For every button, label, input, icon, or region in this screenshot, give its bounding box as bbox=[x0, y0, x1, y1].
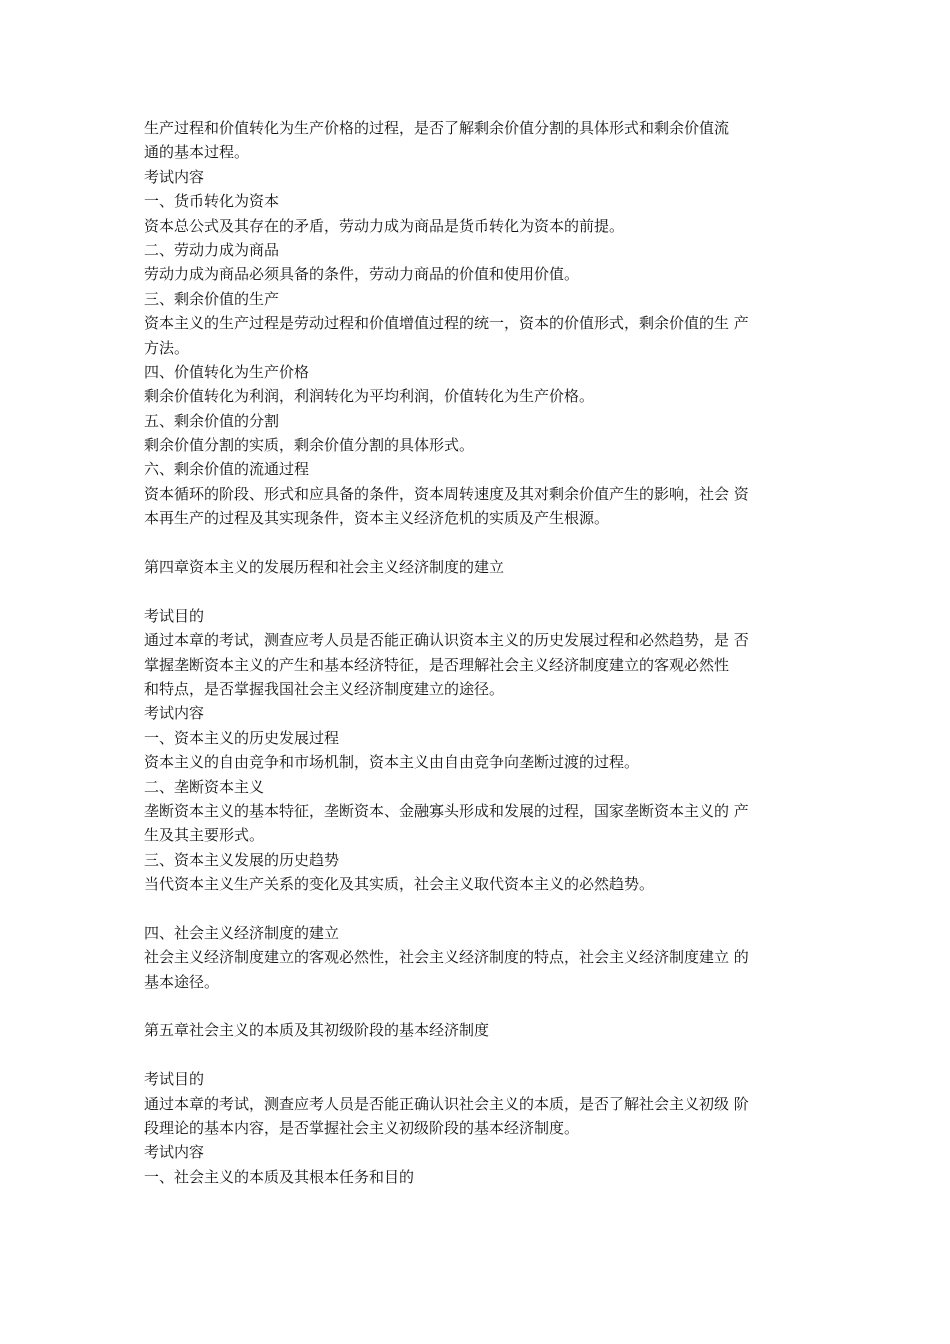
document-page bbox=[144, 116, 812, 1189]
section-heading: 一、货币转化为资本 bbox=[144, 192, 280, 211]
section-heading: 三、资本主义发展的历史趋势 bbox=[144, 850, 340, 869]
text-line: 本再生产的过程及其实现条件，资本主义经济危机的实质及产生根源。 bbox=[144, 509, 610, 528]
text-line: 通过本章的考试，测查应考人员是否能正确认识社会主义的本质，是否了解社会主义初级 阶 bbox=[144, 1094, 749, 1113]
text-line: 通过本章的考试，测查应考人员是否能正确认识资本主义的历史发展过程和必然趋势，是 否 bbox=[144, 631, 749, 650]
section-heading: 四、社会主义经济制度的建立 bbox=[144, 923, 340, 942]
text-line: 掌握垄断资本主义的产生和基本经济特征，是否理解社会主义经济制度建立的客观必然性 bbox=[144, 655, 730, 674]
section-heading: 二、劳动力成为商品 bbox=[144, 240, 280, 259]
text-line: 基本途径。 bbox=[144, 972, 220, 991]
text-line: 资本主义的自由竞争和市场机制，资本主义由自由竞争向垄断过渡的过程。 bbox=[144, 753, 640, 772]
text-line: 生产过程和价值转化为生产价格的过程，是否了解剩余价值分割的具体形式和剩余价值流 bbox=[144, 119, 730, 137]
text-line: 当代资本主义生产关系的变化及其实质，社会主义取代资本主义的必然趋势。 bbox=[144, 875, 655, 894]
section-heading: 二、垄断资本主义 bbox=[144, 777, 265, 796]
section-heading: 考试目的 bbox=[144, 606, 205, 625]
blank-line bbox=[144, 897, 812, 921]
text-line: 资本主义的生产过程是劳动过程和价值增值过程的统一，资本的价值形式，剩余价值的生 产 bbox=[144, 314, 749, 333]
chapter-title: 第五章社会主义的本质及其初级阶段的基本经济制度 bbox=[144, 1021, 490, 1040]
section-heading: 一、资本主义的历史发展过程 bbox=[144, 728, 340, 747]
text-line: 方法。 bbox=[144, 338, 190, 357]
section-heading: 三、剩余价值的生产 bbox=[144, 289, 280, 308]
text-line: 垄断资本主义的基本特征，垄断资本、金融寡头形成和发展的过程，国家垄断资本主义的 产 bbox=[144, 801, 749, 820]
text-line: 资本循环的阶段、形式和应具备的条件，资本周转速度及其对剩余价值产生的影响，社会 资 bbox=[144, 484, 749, 503]
text-line: 生及其主要形式。 bbox=[144, 826, 265, 845]
text-line: 劳动力成为商品必须具备的条件，劳动力商品的价值和使用价值。 bbox=[144, 265, 580, 284]
text-line: 社会主义经济制度建立的客观必然性，社会主义经济制度的特点，社会主义经济制度建立 的 bbox=[144, 948, 749, 967]
section-heading: 考试目的 bbox=[144, 1070, 205, 1089]
blank-line bbox=[144, 994, 812, 1018]
text-line: 剩余价值转化为利润，利润转化为平均利润，价值转化为生产价格。 bbox=[144, 387, 595, 406]
section-heading: 一、社会主义的本质及其根本任务和目的 bbox=[144, 1167, 415, 1186]
text-line: 和特点，是否掌握我国社会主义经济制度建立的途径。 bbox=[144, 679, 505, 698]
section-heading: 五、剩余价值的分割 bbox=[144, 411, 280, 430]
text-line: 剩余价值分割的实质，剩余价值分割的具体形式。 bbox=[144, 436, 475, 455]
text-line: 通的基本过程。 bbox=[144, 143, 250, 162]
blank-line bbox=[144, 579, 812, 603]
section-heading: 考试内容 bbox=[144, 167, 205, 186]
section-heading: 考试内容 bbox=[144, 1143, 205, 1162]
text-line: 段理论的基本内容，是否掌握社会主义初级阶段的基本经济制度。 bbox=[144, 1119, 580, 1138]
chapter-title: 第四章资本主义的发展历程和社会主义经济制度的建立 bbox=[144, 558, 505, 577]
section-heading: 四、价值转化为生产价格 bbox=[144, 362, 310, 381]
section-heading: 六、剩余价值的流通过程 bbox=[144, 460, 310, 479]
text-line: 资本总公式及其存在的矛盾，劳动力成为商品是货币转化为资本的前提。 bbox=[144, 216, 625, 235]
blank-line bbox=[144, 531, 812, 555]
section-heading: 考试内容 bbox=[144, 704, 205, 723]
blank-line bbox=[144, 1043, 812, 1067]
